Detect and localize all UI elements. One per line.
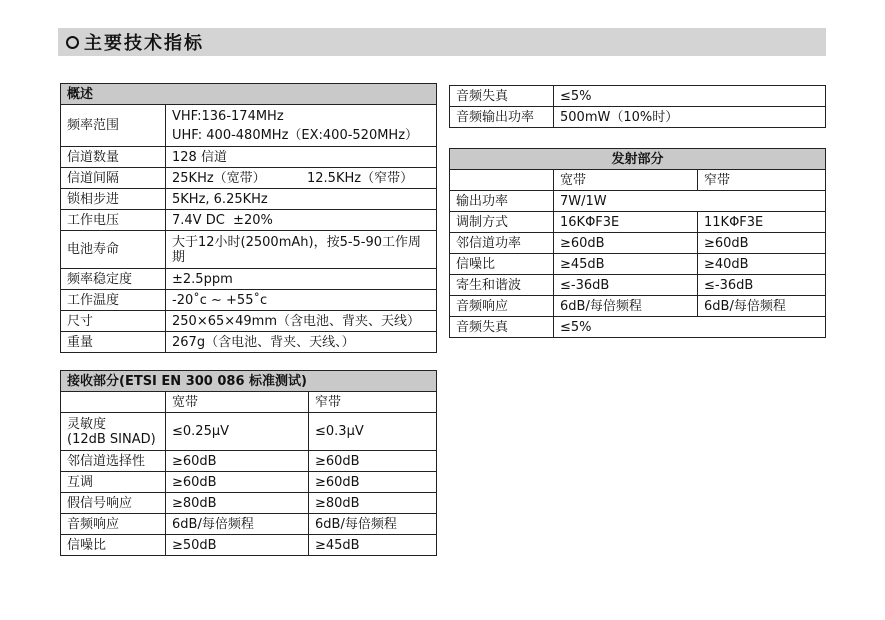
row-label: 信道间隔 [61,168,166,189]
table-row [61,535,437,556]
row-value: 大于12小时(2500mAh)，按5-5-90工作周期 [166,231,437,269]
row-value: 250×65×49mm（含电池、背夹、天线） [166,311,437,332]
value-wide: ≥50dB [166,535,309,556]
value-narrow: 6dB/每倍频程 [698,296,826,317]
value-narrow: ≥60dB [698,233,826,254]
row-label: 音频失真 [450,86,554,107]
value-wide: 6dB/每倍频程 [554,296,698,317]
value-narrow: 12.5KHz（窄带） [307,170,414,186]
column-header-row [61,392,437,413]
table-header-row [61,371,437,392]
row-value: ≤5% [554,86,826,107]
row-label: 音频输出功率 [450,107,554,128]
table-row [61,413,437,451]
table-row [61,105,437,147]
table-row [450,233,826,254]
row-label: 互调 [61,472,166,493]
section-title-bar [58,28,826,56]
table-row [450,254,826,275]
table-row [61,472,437,493]
value-line: VHF:136-174MHz [172,108,284,124]
value-wide: ≥80dB [166,493,309,514]
value-narrow: ≥80dB [309,493,437,514]
row-label: 电池寿命 [61,231,166,269]
value-wide: ≤0.25μV [166,413,309,451]
transmitter-header: 发射部分 [450,149,826,170]
row-label: 输出功率 [450,191,554,212]
value-wide: ≥60dB [166,472,309,493]
table-row [61,332,437,353]
row-value: 500mW（10%时） [554,107,826,128]
row-label: 音频失真 [450,317,554,338]
table-row [61,168,437,189]
row-label: 频率范围 [61,105,166,147]
row-label: 信噪比 [450,254,554,275]
value-narrow: ≥40dB [698,254,826,275]
table-row [450,317,826,338]
column-header-wide: 宽带 [554,170,698,191]
circle-bullet-icon [66,36,79,49]
value-wide: ≥60dB [554,233,698,254]
row-label: 信噪比 [61,535,166,556]
table-row [450,275,826,296]
row-label: 假信号响应 [61,493,166,514]
empty-cell [450,170,554,191]
receiver-header: 接收部分(ETSI EN 300 086 标准测试) [61,371,437,392]
table-row [450,296,826,317]
row-label: 尺寸 [61,311,166,332]
row-label: 频率稳定度 [61,269,166,290]
table-row [61,210,437,231]
value-wide: ≥60dB [166,451,309,472]
table-row [61,451,437,472]
table-row [61,493,437,514]
table-row [450,107,826,128]
value-narrow: ≥60dB [309,472,437,493]
row-value: 7.4V DC ±20% [166,210,437,231]
table-row [61,514,437,535]
row-label: 信道数量 [61,147,166,168]
value-line: UHF: 400-480MHz（EX:400-520MHz） [172,127,419,143]
table-row [61,147,437,168]
row-label: 寄生和谐波 [450,275,554,296]
table-row [450,191,826,212]
table-header-row [450,149,826,170]
value-narrow: ≥45dB [309,535,437,556]
table-row [61,290,437,311]
value-wide: ≤-36dB [554,275,698,296]
receiver-table [60,370,437,556]
row-label: 音频响应 [450,296,554,317]
transmitter-table [449,148,826,338]
row-value [166,105,437,147]
overview-table [60,83,437,353]
table-row [61,231,437,269]
value-narrow: 11KΦF3E [698,212,826,233]
table-row [61,269,437,290]
table-row [450,86,826,107]
row-label: 工作温度 [61,290,166,311]
row-label [61,413,166,451]
section-title: 主要技术指标 [84,33,204,54]
row-value: 7W/1W [554,191,826,212]
row-label: 邻信道功率 [450,233,554,254]
overview-header: 概述 [61,84,437,105]
row-label: 音频响应 [61,514,166,535]
audio-table [449,85,826,128]
row-label: 邻信道选择性 [61,451,166,472]
column-header-narrow: 窄带 [309,392,437,413]
row-value [166,168,437,189]
row-value: -20˚c ~ +55˚c [166,290,437,311]
row-label: 锁相步进 [61,189,166,210]
row-value: 267g（含电池、背夹、天线、） [166,332,437,353]
table-row [61,311,437,332]
row-value: 128 信道 [166,147,437,168]
row-label: 调制方式 [450,212,554,233]
table-header-row [61,84,437,105]
column-header-narrow: 窄带 [698,170,826,191]
label-line: (12dB SINAD) [67,431,156,447]
table-row [61,189,437,210]
row-label: 重量 [61,332,166,353]
value-wide: 6dB/每倍频程 [166,514,309,535]
value-wide: 25KHz（宽带） [172,170,266,186]
label-line: 灵敏度 [67,416,107,432]
row-value: ≤5% [554,317,826,338]
row-value: 5KHz, 6.25KHz [166,189,437,210]
value-narrow: 6dB/每倍频程 [309,514,437,535]
value-narrow: ≤0.3μV [309,413,437,451]
table-row [450,212,826,233]
column-header-wide: 宽带 [166,392,309,413]
empty-cell [61,392,166,413]
column-header-row [450,170,826,191]
row-label: 工作电压 [61,210,166,231]
value-narrow: ≤-36dB [698,275,826,296]
value-wide: ≥45dB [554,254,698,275]
value-wide: 16KΦF3E [554,212,698,233]
row-value: ±2.5ppm [166,269,437,290]
value-narrow: ≥60dB [309,451,437,472]
